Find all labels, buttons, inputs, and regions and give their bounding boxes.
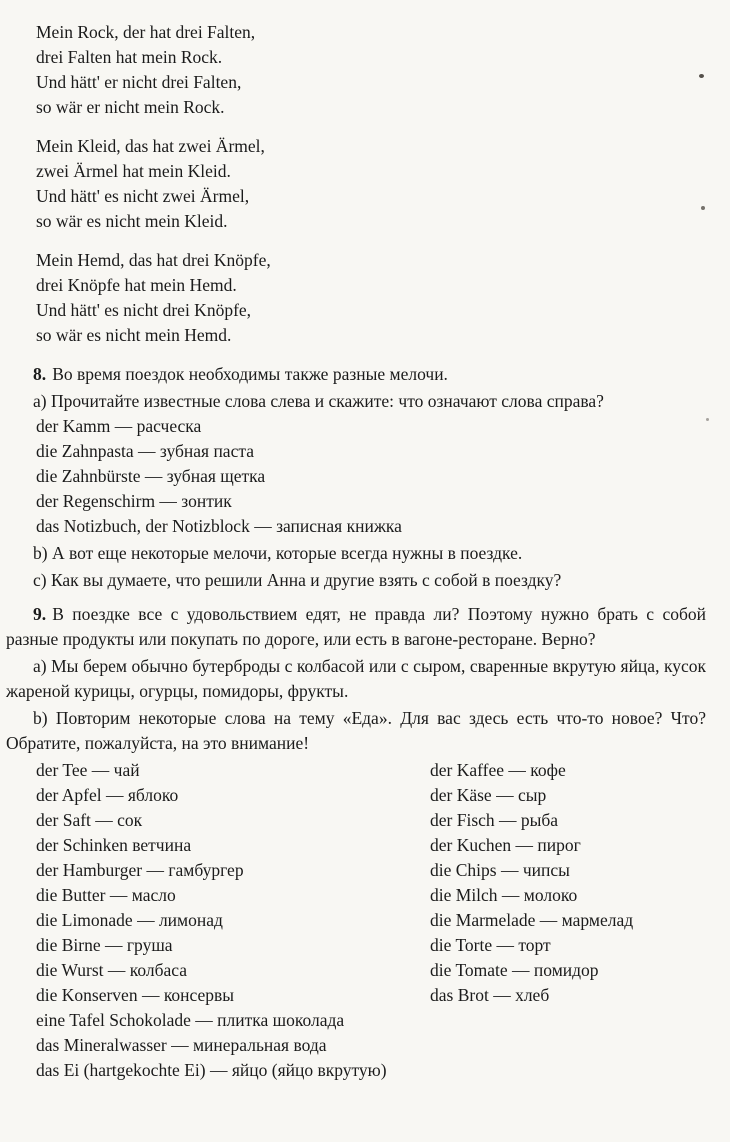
vocab-line: der Kaffee — кофе	[430, 760, 566, 780]
poem-stanza-1	[36, 20, 706, 120]
scan-speck	[701, 206, 705, 210]
exercise-8-item-c: c) Как вы думаете, что решили Анна и другие взять с собой в поездку?	[33, 570, 562, 590]
vocab-line: die Marmelade — мармелад	[430, 910, 634, 930]
vocab-line: der Fisch — рыба	[430, 810, 559, 830]
vocab-line: die Wurst — колбаса	[36, 960, 188, 980]
poem-stanza-2	[36, 134, 706, 234]
vocab-line: der Tee — чай	[36, 760, 140, 780]
vocab-line: die Milch — молоко	[430, 885, 578, 905]
exercise-8-item-a: a) Прочитайте известные слова слева и скажите: что означают слова справа?	[33, 391, 604, 411]
poem-line: drei Knöpfe hat mein Hemd.	[36, 275, 237, 295]
poem-line: Mein Rock, der hat drei Falten,	[36, 22, 256, 42]
poem-stanza-3	[36, 248, 706, 348]
exercise-8-item-b: b) А вот еще некоторые мелочи, которые всегда нужны в поездке.	[33, 543, 523, 563]
exercise-9-number: 9.	[33, 604, 47, 624]
vocab-line: der Saft — сок	[36, 810, 143, 830]
vocab-line: das Ei (hartgekochte Ei) — яйцо (яйцо вкрутую)	[36, 1060, 387, 1080]
vocab-line: die Birne — груша	[36, 935, 173, 955]
scan-speck	[706, 418, 709, 421]
poem-line: Und hätt' es nicht drei Knöpfe,	[36, 300, 252, 320]
vocab-line: der Kuchen — пирог	[430, 835, 581, 855]
vocab-line: die Tomate — помидор	[430, 960, 599, 980]
poem-line: Und hätt' es nicht zwei Ärmel,	[36, 186, 250, 206]
vocab-line: die Konserven — консервы	[36, 985, 235, 1005]
food-vocab-right-column	[430, 758, 706, 1008]
poem-line: so wär es nicht mein Hemd.	[36, 325, 232, 345]
exercise-9-intro	[6, 602, 706, 652]
vocab-line: die Zahnpasta — зубная паста	[36, 441, 254, 461]
exercise-8-number: 8.	[33, 364, 47, 384]
vocab-line: der Hamburger — гамбургер	[36, 860, 244, 880]
food-vocab-extra-lines	[36, 1008, 706, 1083]
vocab-line: der Schinken ветчина	[36, 835, 192, 855]
exercise-8-vocab-list	[36, 414, 706, 539]
exercise-9-item-b: b) Повторим некоторые слова на тему «Еда». Для вас здесь есть что-то новое? Что? Обратите, пожалуйста, на это внимание!	[6, 708, 706, 753]
exercise-9-item-a: a) Мы берем обычно бутерброды с колбасой или с сыром, сваренные вкрутую яйца, кусок жареной курицы, огурцы, помидоры, фрукты.	[6, 656, 706, 701]
exercise-9-intro-text: В поездке все с удовольствием едят, не правда ли? Поэтому нужно брать с собой разные продукты или покупать по дороге, или есть в вагоне-ресторане. Верно?	[6, 604, 706, 649]
vocab-line: das Mineralwasser — минеральная вода	[36, 1035, 327, 1055]
vocab-line: der Käse — сыр	[430, 785, 547, 805]
poem-line: Mein Kleid, das hat zwei Ärmel,	[36, 136, 265, 156]
poem-line: drei Falten hat mein Rock.	[36, 47, 223, 67]
poem-line: zwei Ärmel hat mein Kleid.	[36, 161, 231, 181]
scan-speck	[699, 74, 704, 78]
vocab-line: der Apfel — яблоко	[36, 785, 179, 805]
vocab-line: die Butter — масло	[36, 885, 176, 905]
exercise-8-intro-text: Во время поездок необходимы также разные мелочи.	[52, 364, 448, 384]
exercise-8-intro	[6, 362, 706, 387]
vocab-line: der Regenschirm — зонтик	[36, 491, 232, 511]
poem-line: Mein Hemd, das hat drei Knöpfe,	[36, 250, 271, 270]
poem-line: so wär es nicht mein Kleid.	[36, 211, 228, 231]
poem-line: so wär er nicht mein Rock.	[36, 97, 225, 117]
poem-line: Und hätt' er nicht drei Falten,	[36, 72, 242, 92]
vocab-line: die Limonade — лимонад	[36, 910, 223, 930]
vocab-line: das Notizbuch, der Notizblock — записная книжка	[36, 516, 402, 536]
vocab-line: eine Tafel Schokolade — плитка шоколада	[36, 1010, 345, 1030]
poem	[36, 20, 706, 348]
vocab-line: die Zahnbürste — зубная щетка	[36, 466, 266, 486]
vocab-line: das Brot — хлеб	[430, 985, 550, 1005]
food-vocab-left-column	[36, 758, 430, 1008]
vocab-line: der Kamm — расческа	[36, 416, 202, 436]
food-vocab-columns	[36, 758, 706, 1008]
vocab-line: die Chips — чипсы	[430, 860, 570, 880]
vocab-line: die Torte — торт	[430, 935, 551, 955]
